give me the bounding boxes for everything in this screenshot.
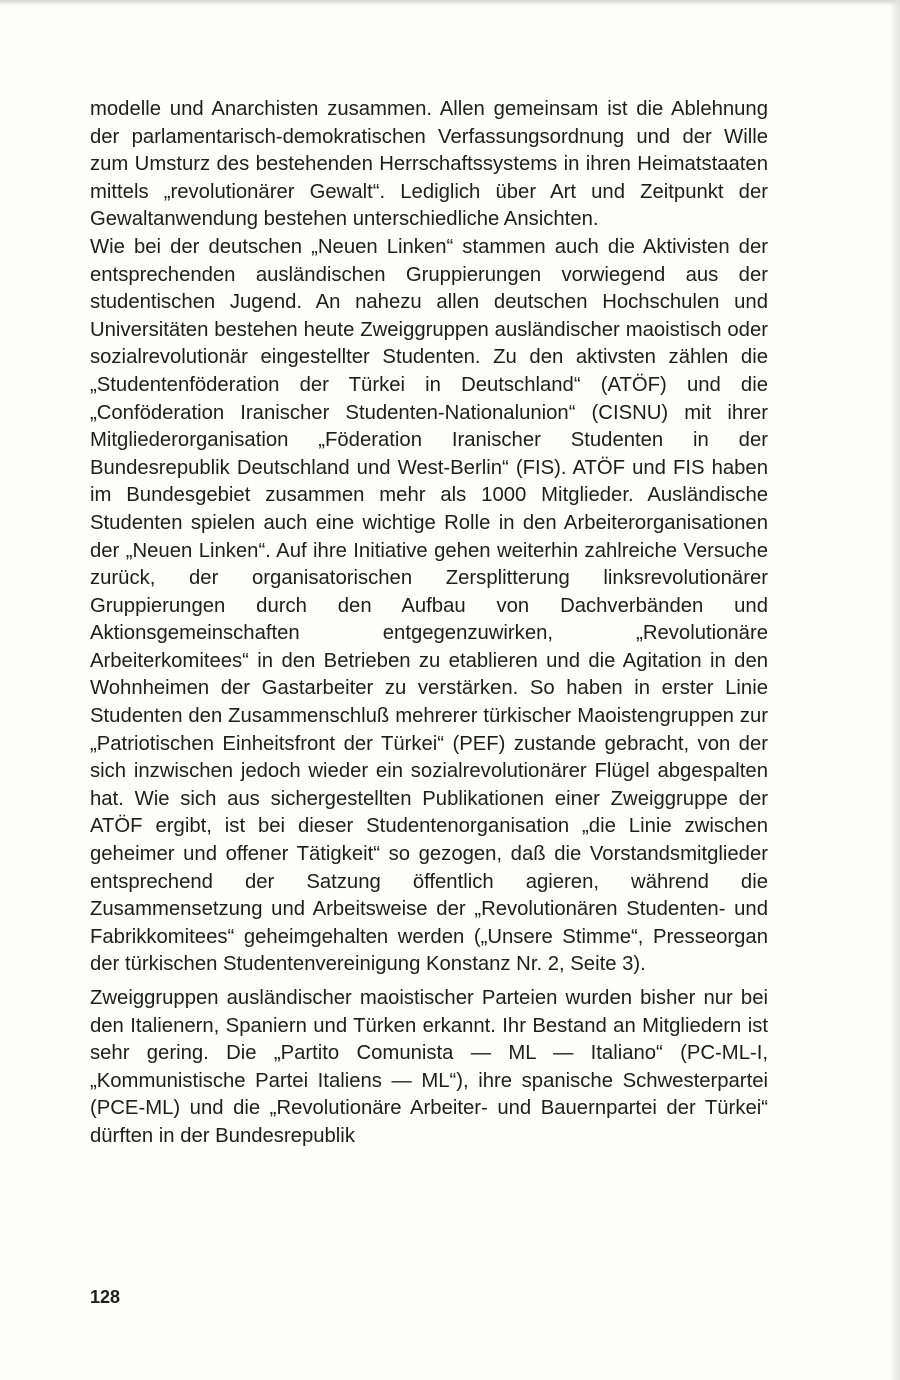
paragraph: modelle und Anarchisten zusammen. Allen gemeinsam ist die Ablehnung der parlamentarisch-demokratischen Verfassungsordnung und der Wille zum Umsturz des bestehenden Herrschaftssystems in ihren Heimatstaaten mittels „revolutionärer Gewalt“. Lediglich über Art und Zeitpunkt der Gewaltanwendung bestehen unterschiedliche Ansichten. bbox=[90, 98, 768, 231]
page-edge-shadow bbox=[890, 0, 900, 1380]
page-number: 128 bbox=[90, 1287, 121, 1307]
body-text bbox=[90, 96, 768, 1151]
page-edge-shadow bbox=[0, 0, 900, 6]
paragraph: Zweiggruppen ausländischer maoistischer Parteien wurden bisher nur bei den Italienern, Spaniern und Türken erkannt. Ihr Bestand an Mitgliedern ist sehr gering. Die „Partito Comunista — ML — Italiano“ (PC-ML-I, „Kommunistische Partei Italiens — ML“), ihre spanische Schwesterpartei (PCE-ML) und die „Revolutionäre Arbeiter- und Bauernpartei der Türkei“ dürften in der Bundesrepublik bbox=[90, 987, 768, 1147]
paragraph: Wie bei der deutschen „Neuen Linken“ stammen auch die Aktivisten der entsprechenden ausländischen Gruppierungen vorwiegend aus der studentischen Jugend. An nahezu allen deutschen Hochschulen und Universitäten bestehen heute Zweiggruppen ausländischer maoistisch oder sozialrevolutionär eingestellter Studenten. Zu den aktivsten zählen die „Studentenföderation der Türkei in Deutschland“ (ATÖF) und die „Conföderation Iranischer Studenten-Nationalunion“ (CISNU) mit ihrer Mitgliederorganisation „Föderation Iranischer Studenten in der Bundesrepublik Deutschland und West-Berlin“ (FIS). ATÖF und FIS haben im Bundesgebiet zusammen mehr als 1000 Mitglieder. Ausländische Studenten spielen auch eine wichtige Rolle in den Arbeiterorganisationen der „Neuen Linken“. Auf ihre Initiative gehen weiterhin zahlreiche Versuche zurück, der organisatorischen Zersplitterung linksrevolutionärer Gruppierungen durch den Aufbau von Dachverbänden und Aktionsgemeinschaften entgegenzuwirken, „Revolutionäre Arbeiterkomitees“ in den Betrieben zu etablieren und die Agitation in den Wohnheimen der Gastarbeiter zu verstärken. So haben in erster Linie Studenten den Zusammenschluß mehrerer türkischer Maoistengruppen zur „Patriotischen Einheitsfront der Türkei“ (PEF) zustande gebracht, von der sich inzwischen jedoch wieder ein sozialrevolutionärer Flügel abgespalten hat. Wie sich aus sichergestellten Publikationen einer Zweiggruppe der ATÖF ergibt, ist bei dieser Studentenorganisation „die Linie zwischen geheimer und offener Tätigkeit“ so gezogen, daß die Vorstandsmitglieder entsprechend der Satzung öffentlich agieren, während die Zusammensetzung und Arbeitsweise der „Revolutionären Studenten- und Fabrikkomitees“ geheimgehalten werden („Unsere Stimme“, Presseorgan der türkischen Studentenvereinigung Konstanz Nr. 2, Seite 3). bbox=[90, 235, 768, 976]
